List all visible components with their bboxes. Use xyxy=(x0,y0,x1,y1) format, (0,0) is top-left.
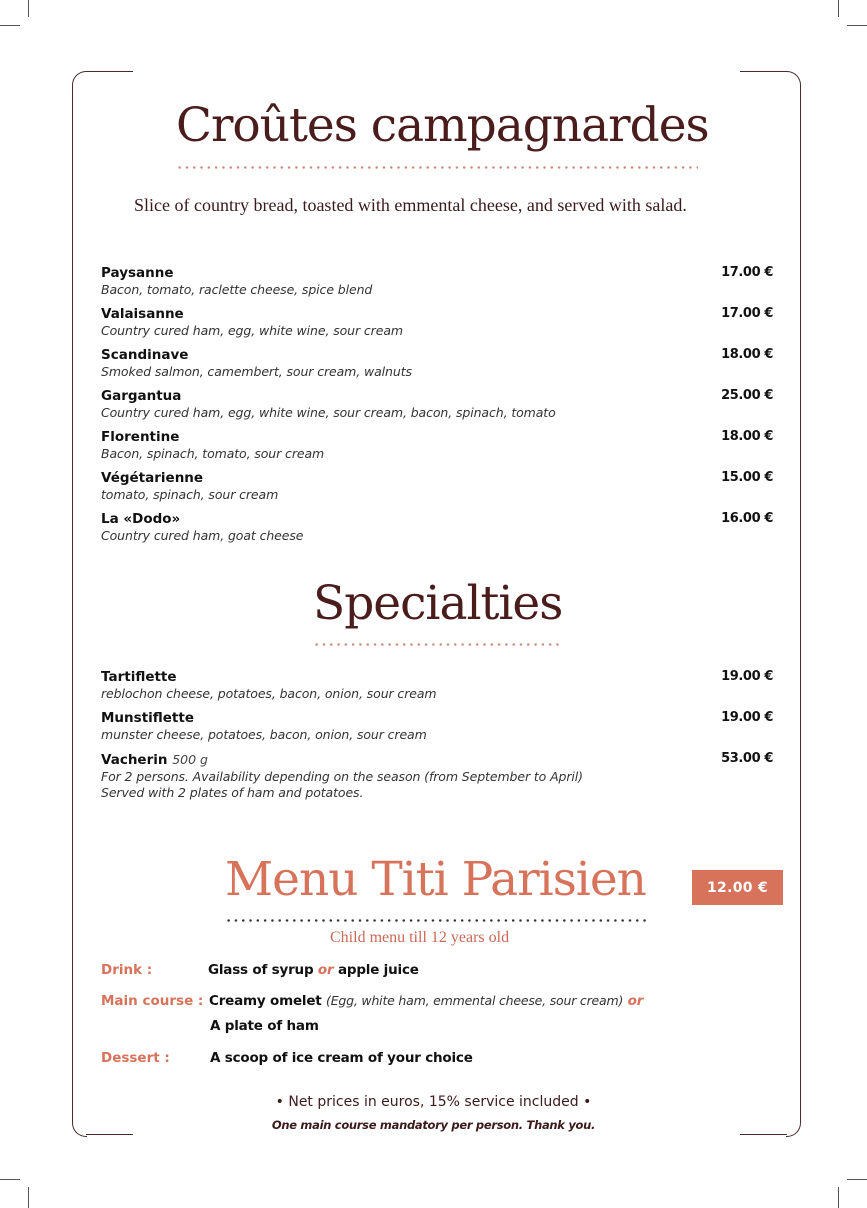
menu-item-paysanne xyxy=(101,265,773,298)
item-name: La «Dodo» xyxy=(101,511,181,527)
crop-mark-top-right-h xyxy=(847,25,867,26)
menu-item-florentine xyxy=(101,429,773,462)
frame-left-top-line xyxy=(86,71,133,72)
main-course-label: Main course : xyxy=(101,993,204,1009)
kids-menu-subtitle: Child menu till 12 years old xyxy=(330,929,510,946)
footer-price-note: • Net prices in euros, 15% service included • xyxy=(275,1094,592,1110)
item-name: Vacherin xyxy=(101,752,168,768)
item-name: Gargantua xyxy=(101,388,182,404)
footer-mandatory-note: One main course mandatory per person. Thank you. xyxy=(271,1118,596,1132)
item-price: 17.00 € xyxy=(721,306,773,321)
item-description: tomato, spinach, sour cream xyxy=(101,487,279,502)
specialties-title: Specialties xyxy=(313,576,563,631)
crop-mark-bottom-left-v xyxy=(28,1187,29,1208)
frame-right-top-line xyxy=(740,71,787,72)
drink-option-1: Glass of syrup xyxy=(208,962,314,978)
item-description: Country cured ham, egg, white wine, sour cream xyxy=(101,323,403,338)
frame-right-bracket xyxy=(786,71,801,1137)
menu-item-tartiflette xyxy=(101,669,773,702)
item-description: Country cured ham, egg, white wine, sour cream, bacon, spinach, tomato xyxy=(101,405,556,420)
crop-mark-top-left-h xyxy=(0,25,20,26)
menu-item-valaisanne xyxy=(101,306,773,339)
dessert-value: A scoop of ice cream of your choice xyxy=(210,1050,473,1066)
item-name: Florentine xyxy=(101,429,180,445)
menu-item-vegetarienne xyxy=(101,470,773,503)
main-option-1-desc: (Egg, white ham, emmental cheese, sour cream) xyxy=(326,993,624,1008)
crop-mark-top-right-v xyxy=(838,0,839,17)
item-description: Smoked salmon, camembert, sour cream, walnuts xyxy=(101,364,412,379)
menu-item-la-dodo xyxy=(101,511,773,544)
item-price: 19.00 € xyxy=(721,669,773,684)
main-option-1: Creamy omelet xyxy=(209,993,322,1009)
drink-label: Drink : xyxy=(101,962,153,978)
drink-option-2: apple juice xyxy=(337,962,419,978)
item-name: Scandinave xyxy=(101,347,189,363)
item-description-2: Served with 2 plates of ham and potatoes. xyxy=(101,785,364,800)
croutes-title-divider xyxy=(176,166,698,169)
item-description: Bacon, spinach, tomato, sour cream xyxy=(101,446,325,461)
menu-item-gargantua xyxy=(101,388,773,421)
item-price: 17.00 € xyxy=(721,265,773,280)
item-name: Végétarienne xyxy=(101,470,204,486)
croutes-title: Croûtes campagnardes xyxy=(176,98,709,153)
dessert-label: Dessert : xyxy=(101,1050,170,1066)
main-or: or xyxy=(627,993,644,1009)
item-name: Valaisanne xyxy=(101,306,184,322)
crop-mark-bottom-right-v xyxy=(838,1187,839,1208)
main-option-2: A plate of ham xyxy=(210,1018,319,1034)
item-weight: 500 g xyxy=(172,752,208,767)
item-name-row xyxy=(101,751,773,769)
item-price: 25.00 € xyxy=(721,388,773,403)
crop-mark-top-left-v xyxy=(28,0,29,17)
item-price: 53.00 € xyxy=(721,751,773,766)
item-price: 18.00 € xyxy=(721,347,773,362)
item-description: Bacon, tomato, raclette cheese, spice blend xyxy=(101,282,373,297)
item-price: 15.00 € xyxy=(721,470,773,485)
croutes-subtitle: Slice of country bread, toasted with emmental cheese, and served with salad. xyxy=(134,195,687,215)
kids-menu-title: Menu Titi Parisien xyxy=(225,852,646,907)
drink-value xyxy=(208,961,419,979)
item-name: Munstiflette xyxy=(101,710,194,726)
menu-item-scandinave xyxy=(101,347,773,380)
kids-menu-title-divider xyxy=(225,919,650,922)
item-price: 18.00 € xyxy=(721,429,773,444)
menu-item-vacherin xyxy=(101,751,773,801)
crop-mark-bottom-left-h xyxy=(0,1179,20,1180)
crop-mark-bottom-right-h xyxy=(847,1179,867,1180)
item-name: Paysanne xyxy=(101,265,174,281)
frame-left-bottom-line xyxy=(86,1134,133,1135)
item-price: 19.00 € xyxy=(721,710,773,725)
specialties-title-divider xyxy=(313,643,561,646)
frame-left-bracket xyxy=(72,71,87,1137)
kids-menu-price-badge: 12.00 € xyxy=(692,870,783,905)
item-price: 16.00 € xyxy=(721,511,773,526)
item-description: Country cured ham, goat cheese xyxy=(101,528,304,543)
item-description: reblochon cheese, potatoes, bacon, onion, sour cream xyxy=(101,686,437,701)
main-course-value xyxy=(209,992,643,1010)
item-name: Tartiflette xyxy=(101,669,177,685)
menu-item-munstiflette xyxy=(101,710,773,743)
item-description: For 2 persons. Availability depending on the season (from September to April) xyxy=(101,769,583,784)
drink-or: or xyxy=(317,962,334,978)
frame-right-bottom-line xyxy=(740,1134,787,1135)
item-description: munster cheese, potatoes, bacon, onion, sour cream xyxy=(101,727,427,742)
